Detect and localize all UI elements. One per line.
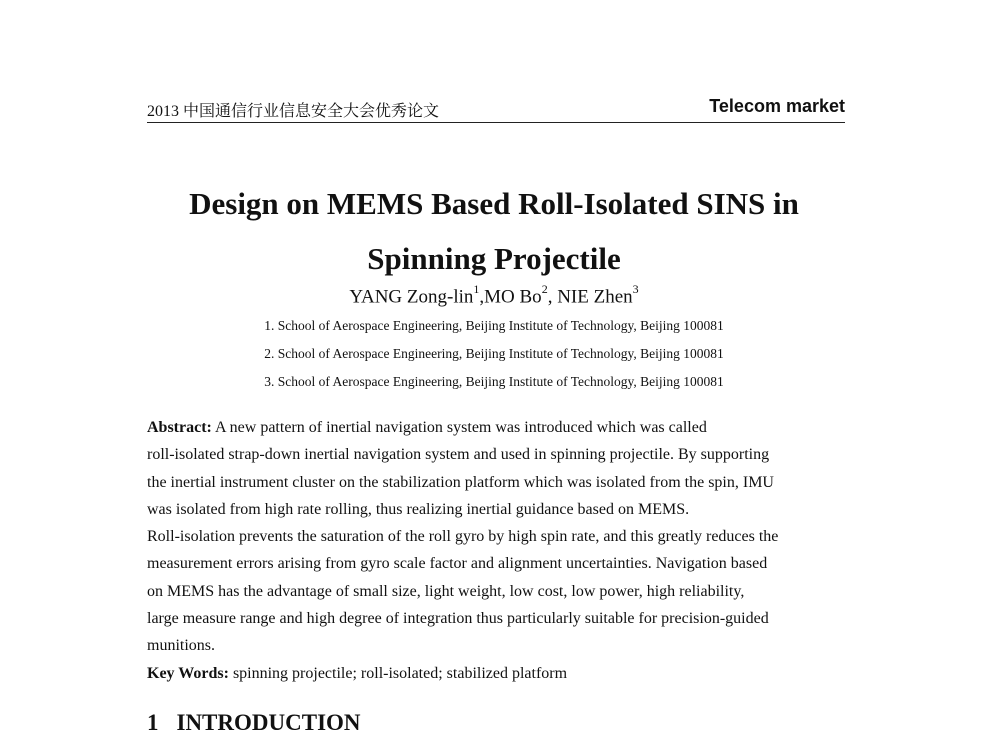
author-affil-mark: 2 [541, 282, 548, 296]
running-header [147, 96, 845, 123]
abstract-text: A new pattern of inertial navigation system was introduced which was called [211, 419, 707, 436]
author-affil-mark: 3 [632, 282, 639, 296]
keywords-text: spinning projectile; roll-isolated; stabilized platform [228, 665, 568, 682]
author-separator: , [479, 286, 485, 308]
abstract-line: munitions. [147, 637, 216, 655]
abstract-line: was isolated from high rate rolling, thus realizing inertial guidance based on MEMS. [147, 500, 690, 518]
header-journal: Telecom market [709, 96, 845, 116]
section-number: 1 [147, 710, 159, 735]
keywords [147, 665, 567, 683]
abstract [147, 414, 847, 660]
author-name: YANG Zong-lin [349, 286, 474, 308]
author-name: MO Bo [484, 286, 542, 308]
section-heading [147, 710, 361, 736]
affiliation-3: 3. School of Aerospace Engineering, Beijing Institute of Technology, Beijing 100081 [264, 374, 724, 389]
abstract-line: roll-isolated strap-down inertial navigation system and used in spinning projectile. By supporting [147, 446, 770, 464]
affiliation-2: 2. School of Aerospace Engineering, Beijing Institute of Technology, Beijing 100081 [264, 346, 724, 361]
abstract-line: Roll-isolation prevents the saturation of the roll gyro by high spin rate, and this greatly reduces the [147, 528, 779, 546]
header-conference: 2013 中国通信行业信息安全大会优秀论文 [147, 103, 440, 120]
author-list [0, 284, 988, 308]
abstract-line: measurement errors arising from gyro scale factor and alignment uncertainties. Navigation based [147, 555, 768, 573]
paper-title-line-2: Spinning Projectile [367, 241, 621, 276]
abstract-line [147, 414, 847, 441]
abstract-line: the inertial instrument cluster on the stabilization platform which was isolated from the spin, IMU [147, 473, 774, 491]
author-affil-mark: 1 [473, 282, 480, 296]
paper-title-line-1: Design on MEMS Based Roll-Isolated SINS in [189, 186, 799, 221]
abstract-line: on MEMS has the advantage of small size, light weight, low cost, low power, high reliability, [147, 582, 745, 600]
author-separator: , [547, 286, 558, 308]
keywords-label: Key Words: [147, 665, 229, 682]
author-name: NIE Zhen [557, 286, 633, 308]
abstract-line: large measure range and high degree of integration thus particularly suitable for precision-guided [147, 610, 769, 628]
abstract-label: Abstract: [147, 419, 212, 436]
section-title: INTRODUCTION [176, 710, 361, 735]
affiliation-1: 1. School of Aerospace Engineering, Beijing Institute of Technology, Beijing 100081 [264, 318, 724, 333]
